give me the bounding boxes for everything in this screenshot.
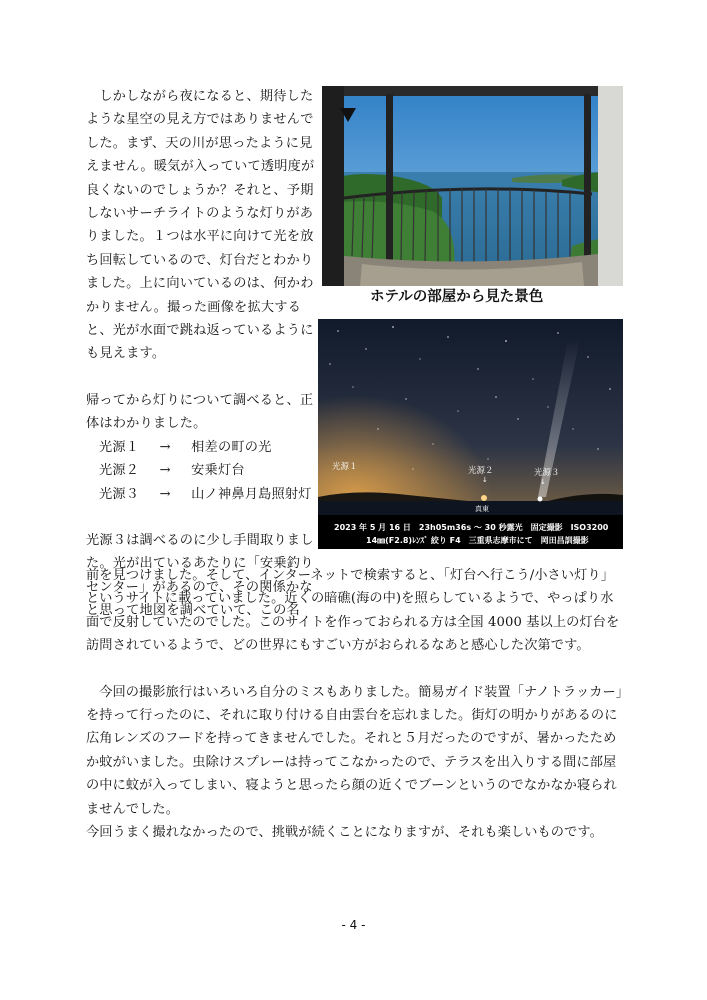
- lens-info: 14㎜(F2.8)ﾚﾝｽﾞ 絞り F4 三重県志摩市にて 岡田昌訓撮影: [366, 536, 589, 545]
- source3-label: 光源３: [534, 468, 560, 478]
- arrow-icon: →: [159, 439, 171, 455]
- paragraph-source3-end: 前を見つけました。そして、インターネットで検索すると、「灯台へ行こう/小さい灯り」というサイトに載っていました。近くの暗礁(海の中)を照らしているようで、やっぱり水面で反射していたのでした。このサイトを作っておられる方は全国 4000 基以上の灯台を訪問されているようで、どの世界にもすごい方がおられるなあと感心した次第です。: [86, 568, 620, 654]
- source-name: 光源２: [99, 463, 140, 479]
- source1-label: 光源１: [332, 462, 358, 472]
- paragraph-gap: [86, 366, 318, 389]
- paragraph-gap: [86, 658, 626, 681]
- source-place: 安乗灯台: [191, 463, 245, 479]
- source-place: 山ノ神鼻月島照射灯: [191, 486, 312, 502]
- left-column-text: [86, 85, 318, 623]
- paragraph-investigation: 帰ってから灯りについて調べると、正体はわかりました。: [86, 392, 314, 432]
- paragraph-source3-start: 光源３は調べるのに少し手間取りました。光が出ているあたりに「安乗釣りセンター」があるので、その関係かなと思って地図を調べていて、この名: [86, 532, 314, 619]
- arrow-icon: →: [159, 463, 171, 479]
- source-place: 相差の町の光: [191, 439, 272, 455]
- light-source-list: [86, 436, 318, 506]
- hotel-view-caption: ホテルの部屋から見た景色: [370, 289, 544, 305]
- source2-label: 光源２: [468, 466, 494, 476]
- paragraph-closing: 今回うまく撮れなかったので、挑戦が続くことになりますが、それも楽しいものです。: [86, 825, 603, 841]
- source-name: 光源１: [99, 439, 140, 455]
- east-label: 真東: [475, 505, 489, 513]
- list-item: [86, 436, 318, 459]
- night-sky-photo: [318, 319, 623, 549]
- source-name: 光源３: [99, 486, 140, 502]
- list-item: [86, 483, 318, 506]
- paragraph-gap: [86, 506, 318, 529]
- paragraph-night-view: しかしながら夜になると、期待したような星空の見え方ではありませんでした。まず、天の川が思ったように見えません。暖気が入っていて透明度が良くないのでしょうか？それと、予期しないサーチライトのような灯りがありました。１つは水平に向けて光を放ち回転しているので、灯台だとわかりました。上に向いているのは、何かわかりません。撮った画像を拡大すると、光が水面で跳ね返っているようにも見えます。: [86, 89, 315, 362]
- exposure-info: 2023 年 5 月 16 日 23h05m36s ～ 30 秒露光 固定撮影 ISO3200: [334, 523, 609, 532]
- hotel-view-photo: [322, 86, 623, 286]
- page-number: - 4 -: [341, 918, 366, 932]
- arrow-icon: →: [159, 486, 171, 502]
- down-arrow-icon: ↓: [540, 478, 546, 486]
- paragraph-mistakes: 今回の撮影旅行はいろいろ自分のミスもありました。簡易ガイド装置「ナノトラッカー」を持って行ったのに、それに取り付ける自由雲台を忘れました。街灯の明かりがあるのに広角レンズのフードを持ってきませんでした。それと５月だったのですが、暑かったためか蚊がいました。虫除けスプレーは持ってこなかったので、テラスを出入りする間に部屋の中に蚊が入ってしまい、寝ようと思ったら顔の近くでブーンというのでなかなか寝られませんでした。: [86, 684, 623, 817]
- down-arrow-icon: ↓: [482, 476, 488, 484]
- full-width-text: [86, 564, 626, 844]
- list-item: [86, 459, 318, 482]
